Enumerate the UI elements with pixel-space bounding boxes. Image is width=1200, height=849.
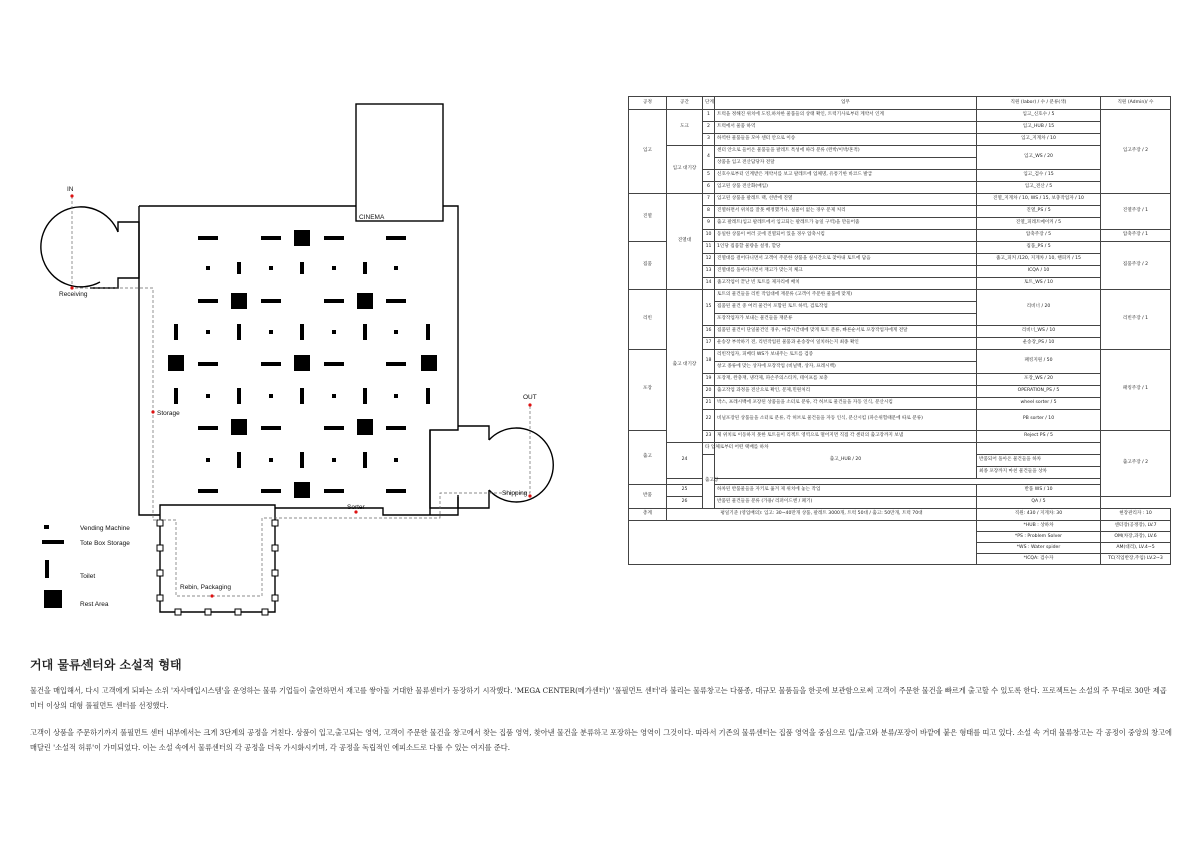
process-table <box>628 96 1171 565</box>
task-cell: 1인당 집품할 물량을 설정, 할당 <box>715 242 977 254</box>
admin-inbound: 입고주장 / 2 <box>1101 110 1171 194</box>
table-row <box>629 386 1171 398</box>
label-sorter: Sorter <box>347 504 365 511</box>
total-text: 평일기준 (영업배의): 입고: 30~40만개 상품, 팔레트 3000개, 트럭 50대 / 출고: 50만개, 트럭 70대 <box>667 509 977 521</box>
step-num: 19 <box>703 374 715 386</box>
step-num: 25 <box>667 485 703 497</box>
label-out: OUT <box>523 394 537 401</box>
table-row <box>629 254 1171 266</box>
receiving-area <box>41 207 118 287</box>
labor-cell: 진열_PS / 5 <box>977 206 1101 218</box>
step-num: 23 <box>703 430 715 442</box>
table-row <box>629 326 1171 338</box>
task-cell: 운송장 부착하기 전, 리빈작업된 물품과 운송장이 일치하는지 최종 확인 <box>715 338 977 350</box>
step-num: 12 <box>703 254 715 266</box>
col-task: 업무 <box>715 97 977 110</box>
step-num: 2 <box>703 122 715 134</box>
legend-vending: Vending Machine <box>80 525 130 532</box>
task-cell: 최종 포장까지 마친 물건들을 상차 <box>977 466 1101 478</box>
task-cell: 진열대를 돌아다니면서 재고가 맞는지 체크 <box>715 266 977 278</box>
step-num: 11 <box>703 242 715 254</box>
task-cell: 박스, 프레시백에 포장된 상품들을 소터로 분류, 각 허브로 물건들을 자동 인식, 분산시킴 <box>715 398 977 410</box>
proc-inbound: 입고 <box>629 110 667 194</box>
label-storage: Storage <box>157 410 180 417</box>
label-receiving: Receiving <box>59 291 88 298</box>
total-admin: 현장관리자 : 10 <box>1101 509 1171 521</box>
storage-grid <box>168 230 437 498</box>
task-cell: 상품을 입고 전산담당자 전달 <box>715 158 977 170</box>
table-row <box>629 134 1171 146</box>
labor-cell: 입고_검수 / 15 <box>977 170 1101 182</box>
task-cell: 출고작업 과정을 전산으로 확인, 문제,민원처리 <box>715 386 977 398</box>
step-num: 22 <box>703 410 715 431</box>
task-cell: 센터 안으로 들어온 물품들을 팔레트 특성에 따라 분류 (완박/이박/혼적) <box>715 146 977 158</box>
task-cell: 하차된 반품물들을 자키로 옮겨 제 위치에 놓는 작업 <box>715 485 977 497</box>
table-row <box>629 218 1171 230</box>
shipping-area <box>430 430 458 508</box>
table-row <box>629 350 1171 362</box>
proc-packing: 포장 <box>629 350 667 431</box>
step-num: 10 <box>703 230 715 242</box>
task-cell: 출고 팔레트(입고 팔레트에서 입고되는 팔레트가 놓일 구역)을 만들어줌 <box>715 218 977 230</box>
table-row <box>629 110 1171 122</box>
table-row <box>629 442 1171 454</box>
proc-return: 반품 <box>629 485 667 509</box>
cinema-room <box>356 104 443 221</box>
task-cell: 입고된 상품을 팔레트 랙, 선반에 진열 <box>715 194 977 206</box>
step-num: 15 <box>703 290 715 326</box>
col-labor: 직원 (labor) / 수 / 분류(색) <box>977 97 1101 110</box>
space-outyard: 출고장 <box>703 454 715 509</box>
task-cell: 신호수로부터 인계받은 계약서를 보고 팔레트에 업체명, 유통기한 바코드 발급 <box>715 170 977 182</box>
task-cell: 비닐포장된 상품들을 소터로 분류, 각 허브로 물건들을 자동 인식, 분산시킴 (파손위험때문에 따로 분류) <box>715 410 977 431</box>
footnote-right: OM(차장,과장), LV.6 <box>1101 532 1171 543</box>
legend-tote: Tote Box Storage <box>80 540 130 547</box>
toilet-icon <box>45 560 49 578</box>
proc-total: 총계 <box>629 509 667 521</box>
task-cell: 트럭을 정해진 위치에 도킹,하차한 물품들의 상태 확인, 트럭기사로부터 계약서 인계 <box>715 110 977 122</box>
step-num: 9 <box>703 218 715 230</box>
table-row <box>629 206 1171 218</box>
total-labor: 직원: 430 / 지게차: 30 <box>977 509 1101 521</box>
label-shipping: Shipping <box>502 490 528 497</box>
table-row <box>629 338 1171 350</box>
task-cell: 집품된 물건 중 여러 물건이 포함된 토트 하역, 검토작업 <box>715 302 977 314</box>
task-cell: 진열하면서 위치를 잘못 배정했거나, 실물이 없는 경우 문제 처리 <box>715 206 977 218</box>
table-row <box>629 266 1171 278</box>
label-rebin-packaging: Rebin, Packaging <box>180 584 231 591</box>
label-cinema: CINEMA <box>359 214 385 221</box>
labor-cell: 진열_지게차 / 10, WS / 15, 보충작업자 / 10 <box>977 194 1101 206</box>
table-row <box>629 194 1171 206</box>
legend-toilet: Toilet <box>80 573 96 580</box>
task-cell: 동일한 상품이 여러 곳에 진열되어 있을 경우 압축시킴 <box>715 230 977 242</box>
table-row <box>629 290 1171 302</box>
labor-cell: Reject PS / 5 <box>977 430 1101 442</box>
labor-cell: QA / 5 <box>977 497 1101 509</box>
labor-cell: PB sorter / 10 <box>977 410 1101 431</box>
space-outwait: 출고 대기장 <box>667 290 703 443</box>
step-num: 5 <box>703 170 715 182</box>
step-num: 20 <box>703 386 715 398</box>
task-cell: 입고된 상품 전산화(매입) <box>715 182 977 194</box>
table-header <box>629 97 1171 110</box>
labor-cell: 입고_지게차 / 10 <box>977 134 1101 146</box>
table-row <box>629 242 1171 254</box>
labor-cell: 압축주장 / 5 <box>977 230 1101 242</box>
tote-box-icon <box>42 540 64 544</box>
task-cell: 포장재, 완충재, 냉각제, 파손주의스티커, 테이프를 보충 <box>715 374 977 386</box>
labor-cell: wheel sorter / 5 <box>977 398 1101 410</box>
step-num: 17 <box>703 338 715 350</box>
footnote-right: AM(대리), LV.4~5 <box>1101 543 1171 554</box>
col-admin: 직원 (Admin)/ 수 <box>1101 97 1171 110</box>
step-num: 8 <box>703 206 715 218</box>
task-cell: 창고 종류에 맞는 상자에 포장작업 (비닐백, 상자, 프레시백) <box>715 362 977 374</box>
admin-picking: 진열주장 / 1 <box>1101 194 1171 230</box>
footnote-blank <box>629 521 977 565</box>
task-cell: 반품된 물건들을 분류 (가용/ 리퍼이드엔 / 폐기) <box>715 497 977 509</box>
step-num: 4 <box>703 146 715 170</box>
labor-cell: 입고_신호수 / 5 <box>977 110 1101 122</box>
labor-cell: 출고_HUB / 20 <box>715 442 977 478</box>
task-cell: 하역한 물품들을 모아 센터 안으로 이송 <box>715 134 977 146</box>
admin-packing: 패킹주장 / 1 <box>1101 350 1171 431</box>
table-row <box>629 278 1171 290</box>
labor-cell: ICQA / 10 <box>977 266 1101 278</box>
admin-outbound: 출고주장 / 2 <box>1101 430 1171 497</box>
proc-picking: 진열 <box>629 194 667 242</box>
footnote-left: *WS : Water spider <box>977 543 1101 554</box>
proc-outbound: 출고 <box>629 430 667 485</box>
article-paragraph-2: 고객이 상품을 주문하기까지 풀필먼트 센터 내부에서는 크게 3단계의 공정을 거친다. 상품이 입고,출고되는 영역, 고객이 주문한 물건을 창고에서 찾는 집품 영역, 찾아낸 물건을 분류하고 포장하는 영역이 그것이다. 따라서 기존의 물류센터는 집품 영역을 중심으로 입/출고와 분류/포장이 바깥에 붙은 형태를 띠고 있다. 소설 속 거대 물류창고는 각 공정이 중앙의 창고에 매달린 '소설적 허류'이 가미되었다. 이는 소설 속에서 물류센터의 각 공정을 더욱 가시화시키며, 각 공정을 독립적인 에피소드로 다룰 수 있는 여지를 준다. <box>30 728 1172 752</box>
col-space: 공간 <box>667 97 703 110</box>
admin-collect: 집품주장 / 2 <box>1101 242 1171 290</box>
task-cell: 토트의 물건들을 리빈 작업대에 재분류 (고객이 주문한 물품에 맞게) <box>715 290 977 302</box>
footnote-left: *PS : Problem Solver <box>977 532 1101 543</box>
task-cell: 포장작업자가 보내는 물건들을 재분류 <box>715 314 977 326</box>
step-num: 21 <box>703 398 715 410</box>
space-dock: 도크 <box>667 110 703 146</box>
step-num: 7 <box>703 194 715 206</box>
labor-cell: 줍고_피커 /120, 지게차 / 10, 핸피커 / 15 <box>977 254 1101 266</box>
floor-plan <box>0 0 600 640</box>
task-cell: 제 위치로 이동하지 못한 토트들이 리젝트 영역으로 떨어지면 직접 각 센터의 출고장까지 보냄 <box>715 430 977 442</box>
step-num: 24 <box>667 442 703 478</box>
footnote-row <box>629 521 1171 532</box>
labor-cell: 리비너_WS / 10 <box>977 326 1101 338</box>
step-num: 18 <box>703 350 715 374</box>
labor-cell: 입고_전산 / 5 <box>977 182 1101 194</box>
legend-rest: Rest Area <box>80 601 109 608</box>
task-cell: 리빈작업자, 피베티 WS가 보내주는 토트를 검증 <box>715 350 977 362</box>
task-cell: 진열대를 걸어다니면서 고객이 주문한 상품을 실시간으로 찾아내 토트에 담음 <box>715 254 977 266</box>
step-num: 3 <box>703 134 715 146</box>
table-row <box>629 430 1171 442</box>
col-process: 공정 <box>629 97 667 110</box>
proc-collect: 집품 <box>629 242 667 290</box>
step-num: 14 <box>703 278 715 290</box>
footnote-left: *HUB : 상하차 <box>977 521 1101 532</box>
table-row <box>629 374 1171 386</box>
labor-cell: 진열_피레트메이커 / 5 <box>977 218 1101 230</box>
step-num: 16 <box>703 326 715 338</box>
table-row <box>629 398 1171 410</box>
step-num: 26 <box>667 497 703 509</box>
task-cell: 줍고작업이 끝난 빈 토트를 제자리에 배치 <box>715 278 977 290</box>
labor-cell: 리비너 / 20 <box>977 290 1101 326</box>
labor-cell: 패킹지원 / 50 <box>977 350 1101 374</box>
table-row <box>629 170 1171 182</box>
article-paragraph-1: 물건을 매입해서, 다시 고객에게 되파는 소위 '자사매입시스템'을 운영하는 물류 기업들이 출연하면서 재고를 쌓아둘 거대한 물류센터가 등장하기 시작했다. 'MEGA CENTER(메가센터)' '풀필먼트 센터'라 불리는 물류창고는 다품종, 대규모 물품들을 한곳에 보관함으로써 고객이 주문한 물건을 빠르게 출고할 수 있도록 한다. 프로젝트는 소설의 주 무대로 30만 제곱미터 이상의 대형 풀필먼트 센터를 선정했다. <box>30 686 1167 710</box>
table-row <box>629 146 1171 158</box>
labor-cell: 반품 WS / 10 <box>977 485 1101 497</box>
footnote-right: 센터장(공정장), LV.7 <box>1101 521 1171 532</box>
table-row <box>629 182 1171 194</box>
rest-area-icon <box>44 590 62 608</box>
admin-rebin: 리빈주장 / 1 <box>1101 290 1171 350</box>
admin-empty <box>1101 497 1171 509</box>
footnote-left: *ICQA: 검수자 <box>977 554 1101 565</box>
admin-compress: 압축주장 / 1 <box>1101 230 1171 242</box>
task-cell: 트럭에서 물품 하역 <box>715 122 977 134</box>
table-row <box>629 410 1171 424</box>
task-cell: 반품되어 돌아온 물건들을 하차 <box>977 454 1101 466</box>
vending-machine-icon <box>44 525 49 529</box>
step-num: 1 <box>703 110 715 122</box>
labor-cell: 집품_PS / 5 <box>977 242 1101 254</box>
space-inwait: 입고 대기장 <box>667 146 703 194</box>
table-row <box>629 122 1171 134</box>
labor-cell: 토트_WS / 10 <box>977 278 1101 290</box>
labor-cell: 입고_HUB / 15 <box>977 122 1101 134</box>
step-num: 6 <box>703 182 715 194</box>
step-num: 13 <box>703 266 715 278</box>
task-cell: 타 업체로부터 어떤 택배를 하차 <box>703 442 715 454</box>
proc-rebin: 리빈 <box>629 290 667 350</box>
table-row <box>629 230 1171 242</box>
plan-legend <box>42 525 130 608</box>
footnote-right: TC(직업반장,주임) LV.2~3 <box>1101 554 1171 565</box>
task-cell: 집품된 물건이 단일물건인 경우, 마감시간대에 맞게 토트 분류, 빠른순서로 포장작업자에게 전달 <box>715 326 977 338</box>
col-step: 단계 <box>703 97 715 110</box>
labor-cell: OPERATION_PS / 5 <box>977 386 1101 398</box>
labor-cell: 운송장_PS / 10 <box>977 338 1101 350</box>
total-row <box>629 509 1171 521</box>
article-title: 거대 물류센터와 소설적 형태 <box>30 658 182 672</box>
labor-cell: 입고_WS / 20 <box>977 146 1101 170</box>
space-display: 진열대 <box>667 194 703 290</box>
labor-cell: 포장_WS / 20 <box>977 374 1101 386</box>
label-in: IN <box>67 186 74 193</box>
